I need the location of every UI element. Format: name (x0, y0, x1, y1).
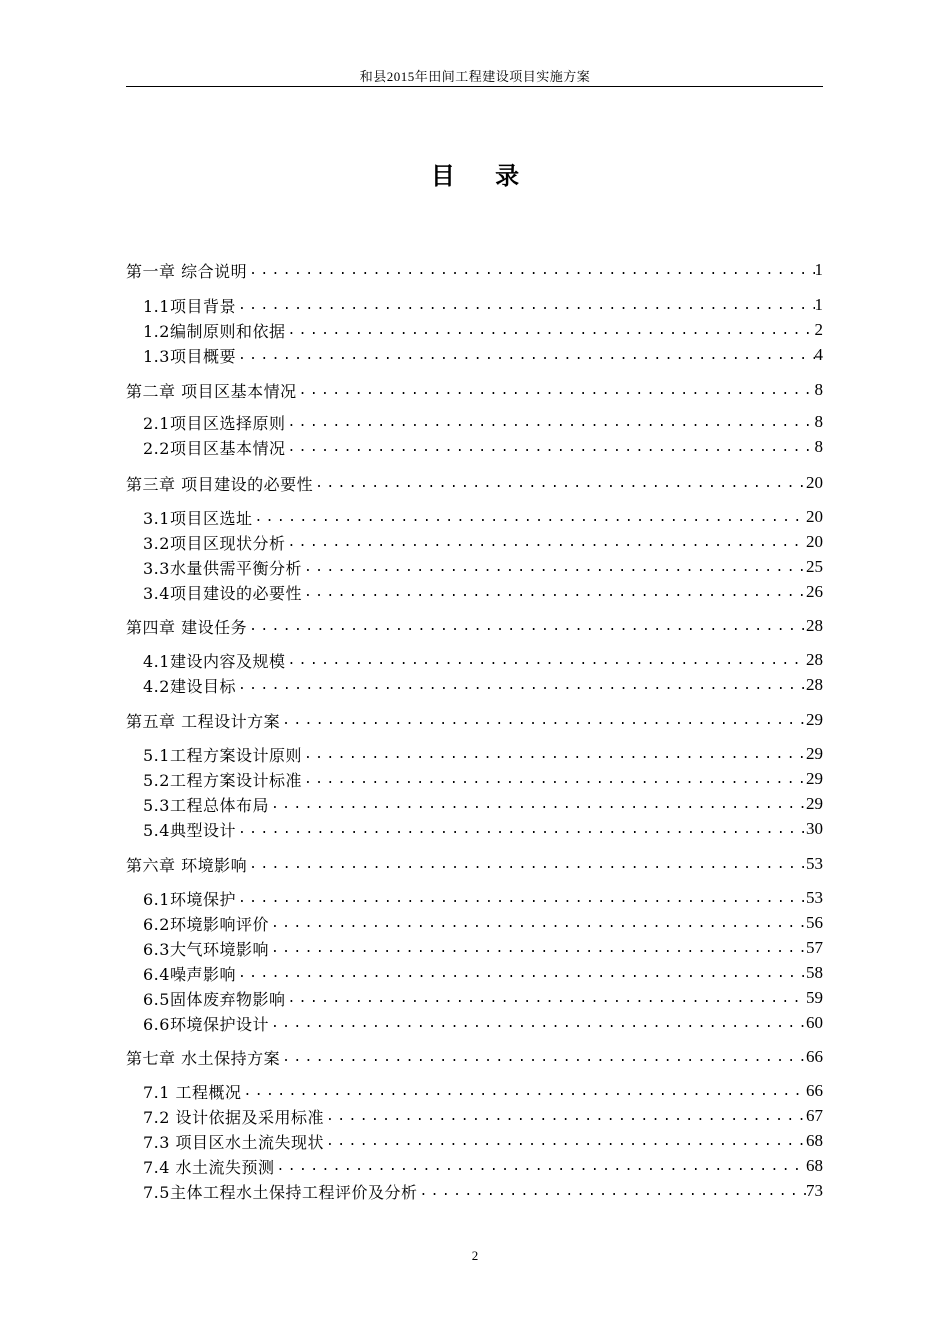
toc-entry-label: 第六章 环境影响 (126, 855, 248, 875)
toc-section-entry[interactable] (143, 1011, 823, 1035)
toc-section-entry[interactable] (143, 742, 823, 766)
toc-section-entry[interactable] (143, 555, 823, 579)
toc-entry-label: 1.1项目背景 (143, 296, 236, 316)
toc-section-entry[interactable] (143, 961, 823, 985)
toc-leader-dots (236, 678, 806, 693)
toc-entry-label: 5.1工程方案设计原则 (143, 745, 302, 765)
toc-leader-dots (297, 383, 815, 398)
toc-section-entry[interactable] (143, 343, 823, 367)
toc-section-entry[interactable] (143, 505, 823, 529)
toc-leader-dots (313, 476, 806, 491)
toc-leader-dots (269, 1016, 806, 1031)
toc-section-entry[interactable] (143, 673, 823, 697)
toc-section-entry[interactable] (143, 1079, 823, 1103)
toc-entry-label: 4.1建设内容及规模 (143, 651, 286, 671)
toc-chapter-entry[interactable] (126, 708, 823, 732)
toc-leader-dots (285, 323, 814, 338)
toc-entry-page: 66 (806, 1047, 823, 1066)
toc-leader-dots (269, 916, 806, 931)
toc-entry-label: 第二章 项目区基本情况 (126, 381, 297, 401)
toc-entry-page: 8 (814, 380, 823, 399)
toc-entry-label: 5.3工程总体布局 (143, 795, 269, 815)
toc-entry-page: 66 (806, 1081, 823, 1100)
toc-entry-label: 3.2项目区现状分析 (143, 533, 286, 553)
toc-section-entry[interactable] (143, 986, 823, 1010)
toc-chapter-entry[interactable] (126, 378, 823, 402)
toc-leader-dots (302, 747, 806, 762)
toc-entry-page: 28 (806, 616, 823, 635)
toc-leader-dots (242, 1084, 806, 1099)
toc-entry-label: 4.2建设目标 (143, 676, 236, 696)
toc-section-entry[interactable] (143, 911, 823, 935)
page-number: 2 (471, 1248, 479, 1263)
toc-entry-page: 25 (806, 557, 823, 576)
toc-entry-page: 29 (806, 794, 823, 813)
toc-leader-dots (236, 348, 815, 363)
toc-section-entry[interactable] (143, 1104, 823, 1128)
toc-entry-page: 1 (814, 260, 823, 279)
toc-entry-page: 53 (806, 854, 823, 873)
toc-leader-dots (247, 619, 806, 634)
toc-entry-label: 6.4噪声影响 (143, 964, 236, 984)
toc-section-entry[interactable] (143, 817, 823, 841)
toc-entry-page: 29 (806, 710, 823, 729)
toc-entry-page: 20 (806, 507, 823, 526)
toc-leader-dots (285, 415, 814, 430)
header-rule (126, 86, 823, 87)
toc-entry-page: 58 (806, 963, 823, 982)
toc-entry-page: 30 (806, 819, 823, 838)
toc-chapter-entry[interactable] (126, 258, 823, 282)
toc-leader-dots (280, 713, 806, 728)
toc-section-entry[interactable] (143, 792, 823, 816)
toc-entry-label: 6.6环境保护设计 (143, 1014, 269, 1034)
toc-leader-dots (275, 1159, 806, 1174)
toc-section-entry[interactable] (143, 886, 823, 910)
toc-entry-label: 5.4典型设计 (143, 820, 236, 840)
toc-entry-page: 29 (806, 769, 823, 788)
toc-leader-dots (269, 941, 806, 956)
toc-entry-label: 第一章 综合说明 (126, 261, 248, 281)
toc-entry-page: 29 (806, 744, 823, 763)
toc-entry-page: 4 (814, 345, 823, 364)
toc-entry-label: 第四章 建设任务 (126, 617, 248, 637)
toc-entry-page: 28 (806, 675, 823, 694)
toc-leader-dots (324, 1134, 806, 1149)
toc-entry-page: 26 (806, 582, 823, 601)
toc-leader-dots (236, 822, 806, 837)
toc-leader-dots (269, 797, 806, 812)
toc-section-entry[interactable] (143, 293, 823, 317)
toc-chapter-entry[interactable] (126, 852, 823, 876)
toc-entry-label: 3.4项目建设的必要性 (143, 583, 302, 603)
toc-section-entry[interactable] (143, 410, 823, 434)
toc-entry-page: 67 (806, 1106, 823, 1125)
toc-leader-dots (247, 263, 814, 278)
toc-entry-page: 53 (806, 888, 823, 907)
toc-section-entry[interactable] (143, 530, 823, 554)
toc-entry-label: 6.5固体废弃物影响 (143, 989, 286, 1009)
toc-leader-dots (324, 1109, 806, 1124)
toc-entry-label: 2.2项目区基本情况 (143, 438, 286, 458)
toc-entry-label: 6.2环境影响评价 (143, 914, 269, 934)
toc-entry-label: 1.2编制原则和依据 (143, 321, 286, 341)
toc-entry-page: 2 (814, 320, 823, 339)
toc-section-entry[interactable] (143, 1179, 823, 1203)
toc-entry-page: 68 (806, 1156, 823, 1175)
page-header: 和县2015年田间工程建设项目实施方案 (359, 69, 591, 84)
toc-leader-dots (236, 966, 806, 981)
toc-entry-page: 73 (806, 1181, 823, 1200)
toc-entry-label: 第三章 项目建设的必要性 (126, 474, 314, 494)
toc-entry-page: 56 (806, 913, 823, 932)
toc-section-entry[interactable] (143, 435, 823, 459)
toc-entry-label: 7.1 工程概况 (143, 1082, 242, 1102)
toc-section-entry[interactable] (143, 936, 823, 960)
toc-entry-page: 57 (806, 938, 823, 957)
toc-entry-page: 8 (814, 412, 823, 431)
toc-entry-label: 6.1环境保护 (143, 889, 236, 909)
toc-entry-label: 7.2 设计依据及采用标准 (143, 1107, 325, 1127)
toc-entry-label: 7.3 项目区水土流失现状 (143, 1132, 325, 1152)
toc-chapter-entry[interactable] (126, 1045, 823, 1069)
toc-leader-dots (280, 1050, 806, 1065)
toc-entry-label: 第七章 水土保持方案 (126, 1048, 281, 1068)
toc-leader-dots (285, 991, 806, 1006)
toc-leader-dots (236, 298, 815, 313)
toc-section-entry[interactable] (143, 1154, 823, 1178)
toc-leader-dots (236, 891, 806, 906)
toc-entry-label: 5.2工程方案设计标准 (143, 770, 302, 790)
toc-entry-page: 28 (806, 650, 823, 669)
toc-entry-page: 20 (806, 473, 823, 492)
toc-leader-dots (417, 1184, 806, 1199)
toc-entry-label: 6.3大气环境影响 (143, 939, 269, 959)
toc-section-entry[interactable] (143, 318, 823, 342)
toc-entry-page: 68 (806, 1131, 823, 1150)
toc-leader-dots (247, 857, 806, 872)
toc-entry-label: 3.1项目区选址 (143, 508, 253, 528)
toc-leader-dots (302, 585, 806, 600)
toc-entry-page: 60 (806, 1013, 823, 1032)
toc-title: 目 录 (430, 162, 536, 190)
toc-entry-label: 第五章 工程设计方案 (126, 711, 281, 731)
toc-chapter-entry[interactable] (126, 471, 823, 495)
toc-leader-dots (285, 535, 806, 550)
toc-entry-label: 2.1项目区选择原则 (143, 413, 286, 433)
toc-leader-dots (285, 440, 814, 455)
toc-leader-dots (252, 510, 806, 525)
toc-section-entry[interactable] (143, 767, 823, 791)
toc-section-entry[interactable] (143, 1129, 823, 1153)
toc-entry-label: 1.3项目概要 (143, 346, 236, 366)
toc-section-entry[interactable] (143, 648, 823, 672)
toc-chapter-entry[interactable] (126, 614, 823, 638)
toc-leader-dots (285, 653, 806, 668)
toc-leader-dots (302, 772, 806, 787)
toc-entry-label: 3.3水量供需平衡分析 (143, 558, 302, 578)
toc-entry-page: 20 (806, 532, 823, 551)
toc-leader-dots (302, 560, 806, 575)
toc-entry-page: 59 (806, 988, 823, 1007)
toc-entry-page: 1 (814, 295, 823, 314)
toc-section-entry[interactable] (143, 580, 823, 604)
toc-entry-page: 8 (814, 437, 823, 456)
toc-entry-label: 7.5主体工程水土保持工程评价及分析 (143, 1182, 418, 1202)
toc-entry-label: 7.4 水土流失预测 (143, 1157, 275, 1177)
